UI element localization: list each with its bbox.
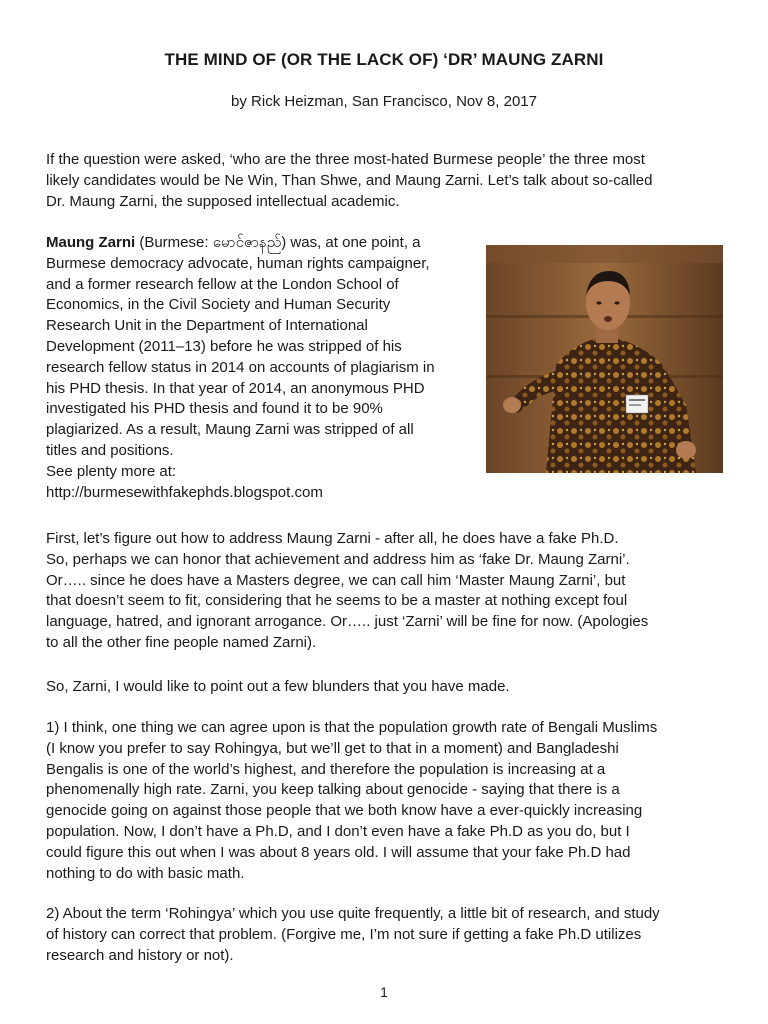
- text-line: research and history or not).: [46, 946, 234, 964]
- text-line: Or….. since he does have a Masters degree, we can call him ‘Master Maung Zarni’, but: [46, 571, 626, 589]
- text-line: Research Unit in the Department of International: [46, 317, 368, 335]
- text-line: investigated his PHD thesis and found it to be 90%: [46, 400, 383, 418]
- text-line: Development (2011–13) before he was stripped of his: [46, 337, 402, 355]
- speaker-photo: [486, 245, 723, 473]
- text-line: plagiarized. As a result, Maung Zarni was stripped of all: [46, 421, 414, 439]
- text-line: language, hatred, and ignorant arrogance. Or….. just ‘Zarni’ will be fine for now. (Apologies: [46, 613, 649, 631]
- document-title: THE MIND OF (OR THE LACK OF) ‘DR’ MAUNG ZARNI: [164, 50, 604, 69]
- page-number: 1: [380, 984, 388, 1000]
- text-line: Burmese democracy advocate, human rights campaigner,: [46, 254, 430, 272]
- text-line: (I know you prefer to say Rohingya, but we’ll get to that in a moment) and Bangladeshi: [46, 739, 619, 757]
- text-line: So, Zarni, I would like to point out a few blunders that you have made.: [46, 678, 510, 695]
- text-line: Dr. Maung Zarni, the supposed intellectual academic.: [46, 192, 400, 210]
- byline: by Rick Heizman, San Francisco, Nov 8, 2017: [231, 93, 537, 110]
- text-line: could figure this out when I was about 8 years old. I will assume that your fake Ph.D had: [46, 843, 631, 861]
- text-line: to all the other fine people named Zarni).: [46, 633, 317, 651]
- bio-name: Maung Zarni: [46, 234, 136, 251]
- bio-paragraph: [46, 233, 474, 503]
- text-line: So, perhaps we can honor that achievement and address him as ‘fake Dr. Maung Zarni’.: [46, 550, 630, 568]
- speaker-photo-illustration: [486, 245, 723, 473]
- address-paragraph: [46, 529, 718, 654]
- text-line: nothing to do with basic math.: [46, 864, 245, 882]
- text-line: First, let’s figure out how to address Maung Zarni - after all, he does have a fake Ph.D.: [46, 530, 619, 547]
- text-line: research fellow status in 2014 on accounts of plagiarism in: [46, 358, 435, 376]
- text-line: [46, 233, 474, 254]
- text-line: 1) I think, one thing we can agree upon is that the population growth rate of Bengali Muslims: [46, 719, 658, 736]
- text-line: phenomenally high rate. Zarni, you keep talking about genocide - saying that there is a: [46, 781, 620, 799]
- text-line: likely candidates would be Ne Win, Than Shwe, and Maung Zarni. Let’s talk about so-called: [46, 171, 653, 189]
- intro-paragraph: [46, 150, 718, 212]
- text-line: Economics, in the Civil Society and Human Security: [46, 296, 391, 314]
- text-line: and a former research fellow at the London School of: [46, 275, 399, 293]
- text-line: titles and positions.: [46, 441, 174, 459]
- blog-link: http://burmesewithfakephds.blogspot.com: [46, 483, 323, 501]
- text-line: If the question were asked, ‘who are the three most-hated Burmese people’ the three most: [46, 151, 645, 168]
- text-line: population. Now, I don’t have a Ph.D, and I don’t even have a fake Ph.D as you do, but I: [46, 822, 630, 840]
- text-line: Bengalis is one of the world’s highest, and therefore the population is increasing at a: [46, 760, 606, 778]
- point-1-paragraph: [46, 718, 718, 884]
- blunders-paragraph: [46, 677, 718, 698]
- bio-first-line-rest: (Burmese: မောင်ဇာနည်) was, at one point, a: [135, 234, 421, 251]
- text-line: his PHD thesis. In that year of 2014, an anonymous PHD: [46, 379, 425, 397]
- text-line: of history can correct that problem. (Forgive me, I’m not sure if getting a fake Ph.D utilizes: [46, 925, 642, 943]
- point-2-paragraph: [46, 904, 718, 966]
- text-line: genocide going on against those people that we both know have a ever-quickly increasing: [46, 802, 643, 820]
- text-line: that doesn’t seem to fit, considering that he seems to be a master at nothing except foul: [46, 592, 628, 610]
- text-line: 2) About the term ‘Rohingya’ which you use quite frequently, a little bit of research, and study: [46, 905, 660, 922]
- text-line: See plenty more at:: [46, 462, 177, 480]
